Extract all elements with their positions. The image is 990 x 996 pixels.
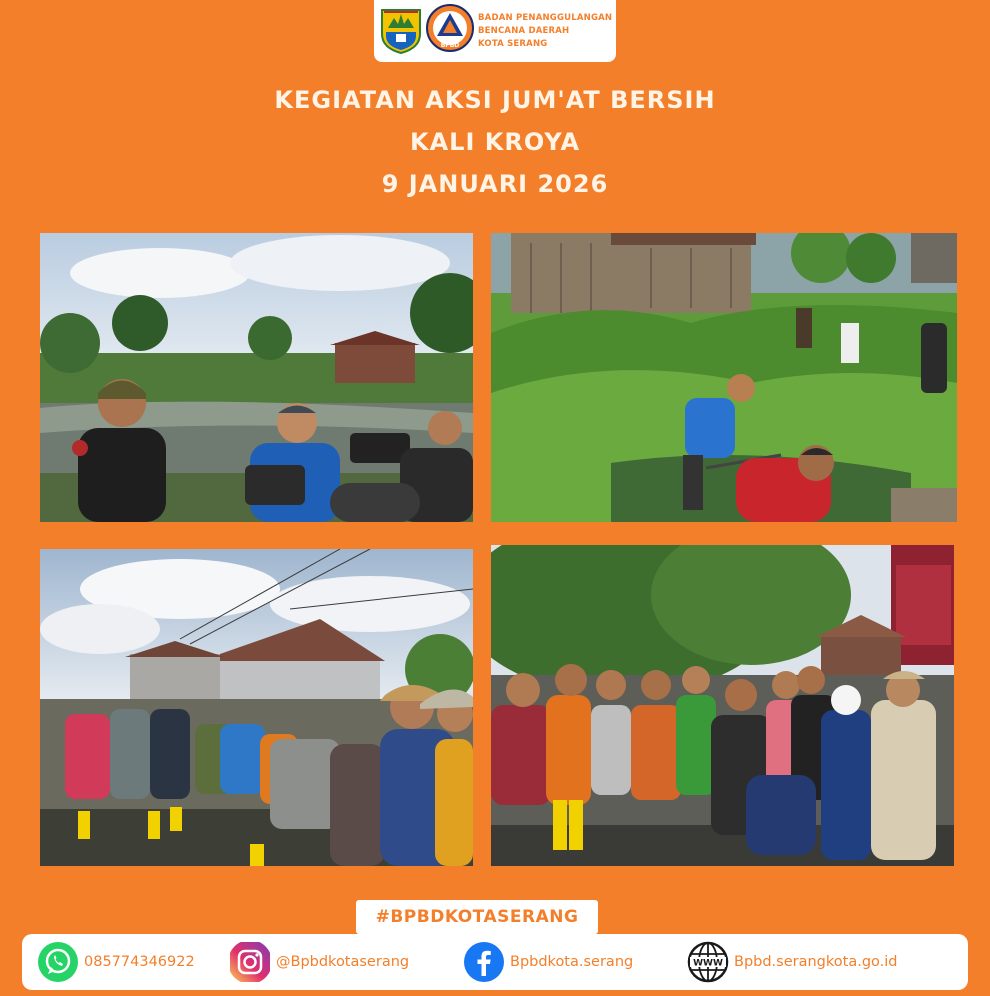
org-name-line-3: KOTA SERANG (478, 39, 548, 49)
photo-river-interview (40, 233, 473, 522)
contact-footer (22, 934, 968, 990)
website-url: Bpbd.serangkota.go.id (734, 954, 898, 970)
whatsapp-number: 085774346922 (84, 954, 195, 970)
title-line-1: KEGIATAN AKSI JUM'AT BERSIH (274, 86, 716, 114)
photo-crowd-houses (40, 549, 473, 866)
photo-grass-clearing (491, 233, 957, 522)
title-line-2: KALI KROYA (409, 128, 581, 156)
facebook-icon (462, 940, 506, 984)
contact-facebook[interactable] (462, 940, 633, 984)
svg-text:WWW: WWW (693, 958, 723, 969)
logo-card (374, 0, 616, 62)
title-line-3: 9 JANUARI 2026 (381, 170, 609, 198)
hashtag-label: #BPBDKOTASERANG (356, 900, 598, 934)
bpbd-logo-text: BPBD (440, 42, 460, 49)
contact-whatsapp[interactable] (36, 940, 195, 984)
org-name (478, 12, 614, 51)
kota-serang-emblem-icon (378, 4, 424, 54)
instagram-icon (228, 940, 272, 984)
facebook-page: Bpbdkota.serang (510, 954, 634, 970)
org-name-line-2: BENCANA DAERAH (478, 26, 570, 36)
whatsapp-icon (36, 940, 80, 984)
instagram-handle: @Bpbdkotaserang (276, 954, 410, 970)
org-name-line-1: BADAN PENANGGULANGAN (478, 13, 613, 23)
contact-website[interactable] (686, 940, 897, 984)
globe-www-icon (686, 940, 730, 984)
bpbd-logo-icon (426, 4, 474, 52)
photo-group-picture (491, 545, 954, 866)
contact-instagram[interactable] (228, 940, 409, 984)
